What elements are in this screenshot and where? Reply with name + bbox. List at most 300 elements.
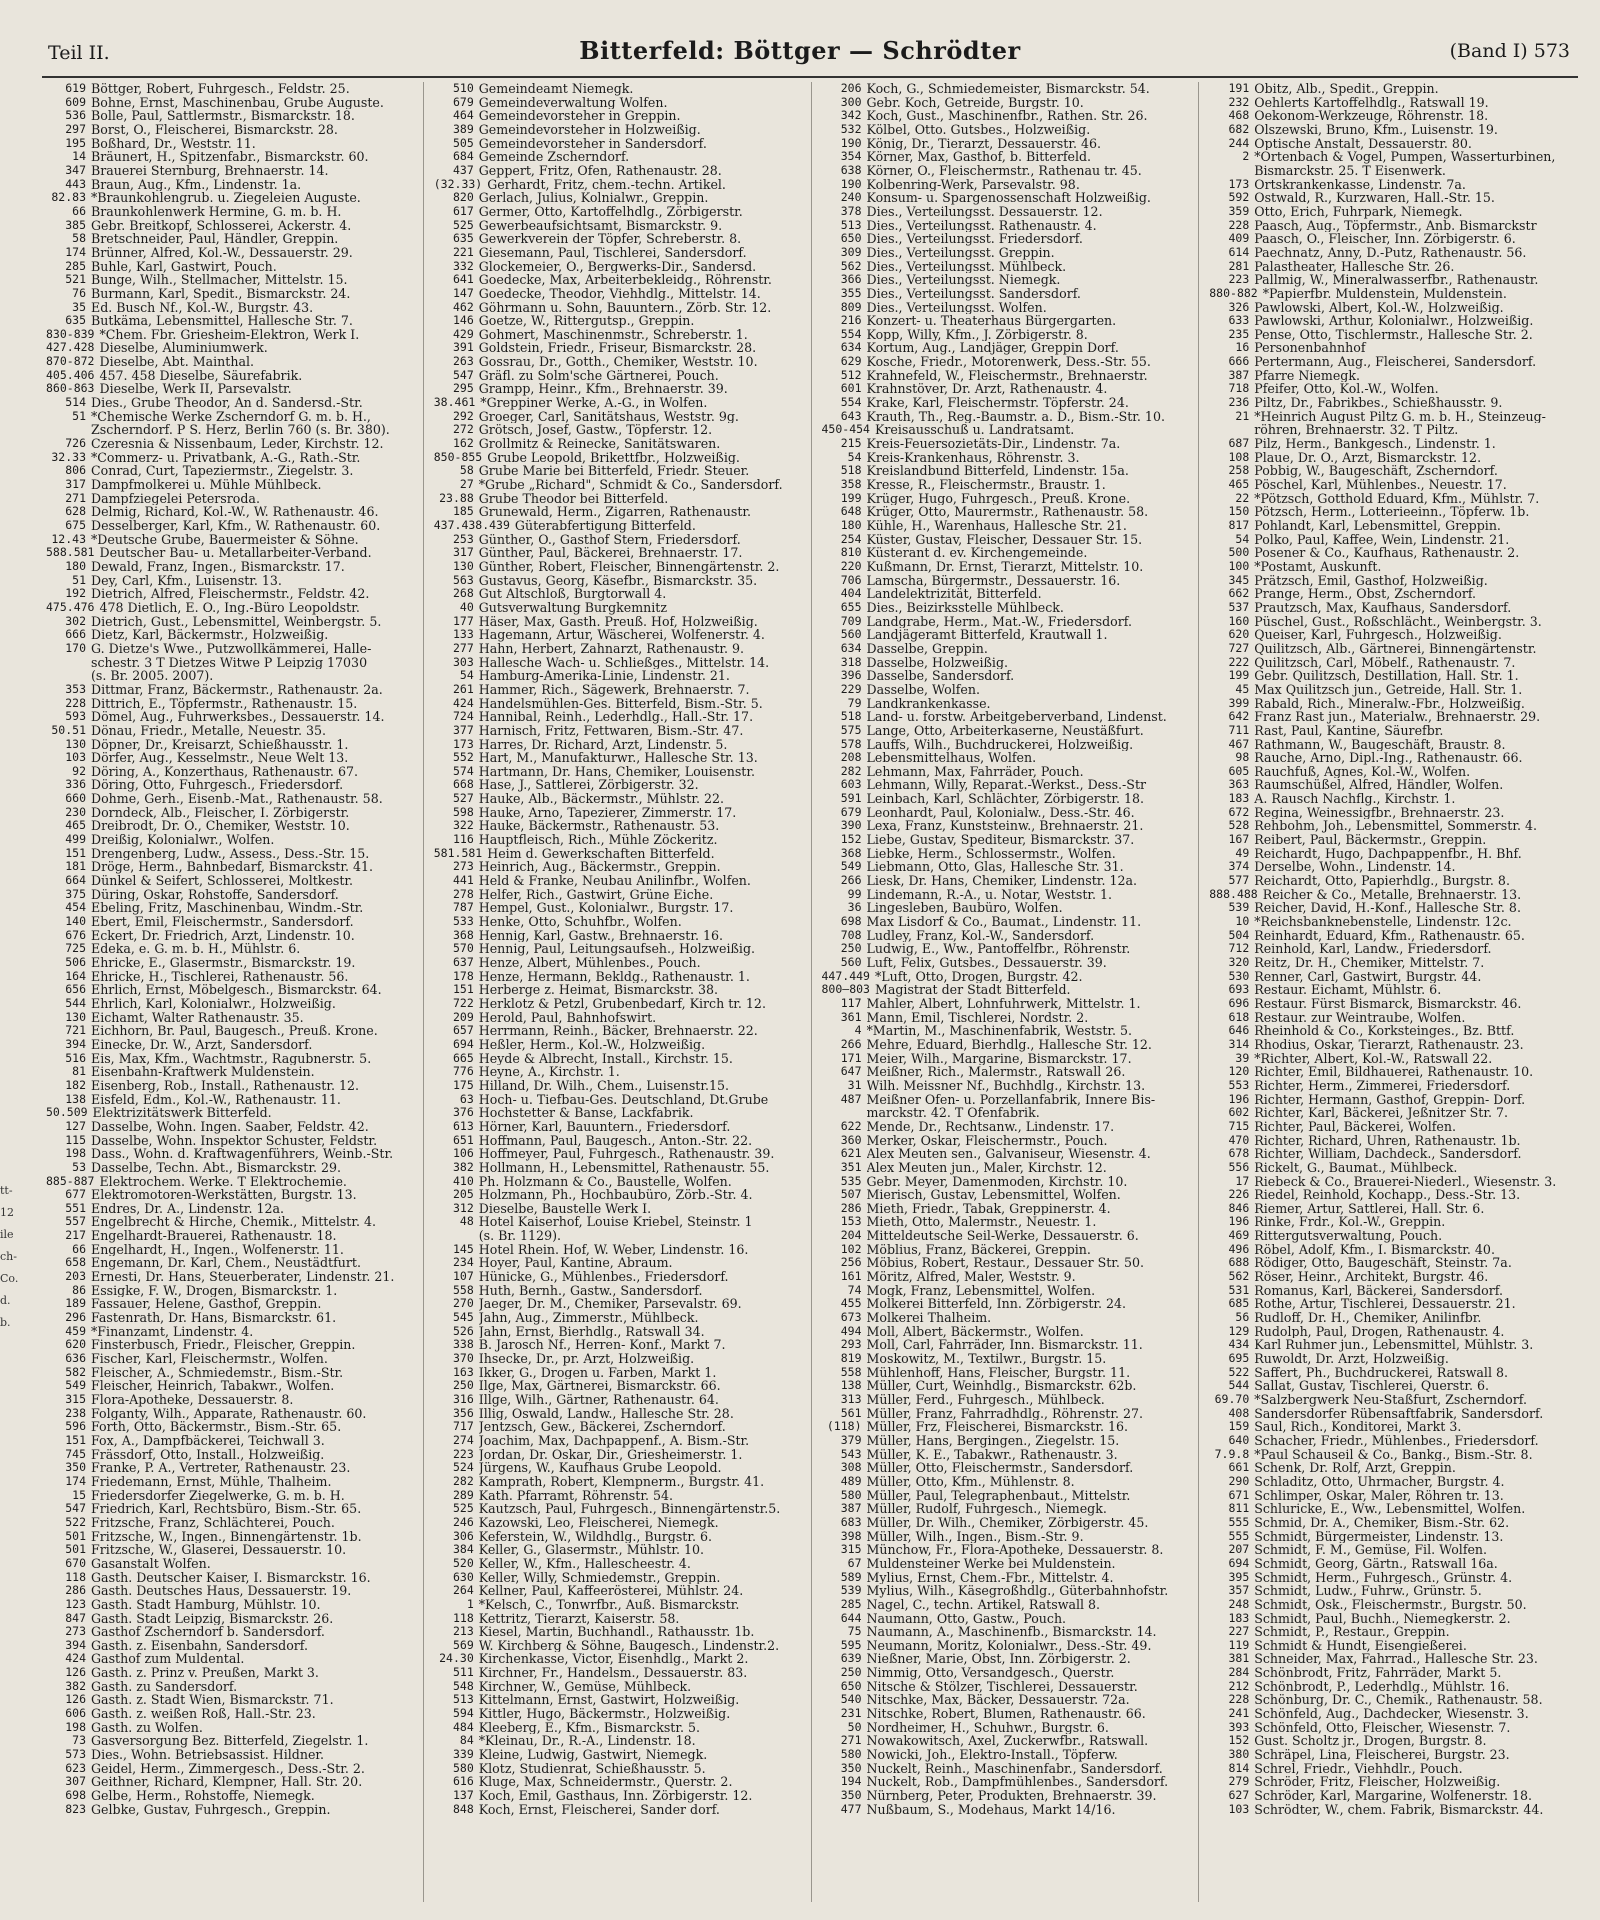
directory-entry (434, 656, 807, 670)
phone-number: 860-863 (46, 382, 95, 396)
phone-number: 173 (1228, 177, 1250, 191)
entry-text: Kautzsch, Paul, Fuhrgesch., Binnengärtenstr.5. (478, 1502, 781, 1516)
entry-text: Rabald, Rich., Mineralw.-Fbr., Holzweißig. (1254, 696, 1525, 711)
phone-number: 614 (1228, 245, 1250, 259)
directory-entry (46, 341, 419, 355)
directory-entry (1209, 1734, 1582, 1748)
directory-entry (822, 1052, 1195, 1066)
phone-number: 646 (1228, 1024, 1250, 1038)
entry-text: Eichhorn, Br. Paul, Baugesch., Preuß. Krone. (91, 1024, 378, 1038)
entry-text: Engelbrecht & Hirche, Chemik., Mittelstr. 4. (91, 1215, 376, 1230)
phone-number: 800—803 (821, 983, 870, 997)
phone-number: 621 (840, 1147, 862, 1161)
entry-text: Naumann, A., Maschinenfb., Bismarckstr. 14. (866, 1625, 1157, 1639)
directory-entry (822, 341, 1195, 355)
entry-text: Molkerei Thalheim. (866, 1311, 992, 1325)
phone-number: 588.581 (46, 546, 95, 560)
phone-number: 390 (840, 819, 862, 833)
phone-number: 76 (72, 286, 86, 300)
directory-entry (1209, 587, 1582, 601)
entry-text: Lingesleben, Baubüro, Wolfen. (866, 901, 1063, 916)
directory-entry (46, 751, 419, 765)
entry-text: Schröder, Fritz, Fleischer, Holzweißig. (1254, 1775, 1501, 1790)
phone-number: 635 (65, 314, 86, 328)
phone-number: 273 (452, 860, 474, 874)
directory-entry (434, 1502, 807, 1516)
phone-number: 171 (840, 1051, 862, 1065)
entry-text: Lexa, Franz, Kunststeinw., Brehnaerstr. 21. (866, 819, 1144, 834)
directory-entry (822, 464, 1195, 478)
directory-entry (434, 273, 807, 287)
entry-text: Reichardt, Hugo, Dachpappenfbr., H. Bhf. (1254, 846, 1522, 861)
phone-number: 285 (840, 1597, 862, 1611)
phone-number: 880-882 (1209, 286, 1258, 300)
phone-number: 638 (840, 163, 862, 177)
phone-number: 99 (847, 887, 862, 901)
directory-entry (434, 1775, 807, 1789)
directory-entry (1209, 314, 1582, 328)
directory-entry (46, 1612, 419, 1626)
phone-number: 657 (452, 1024, 474, 1038)
entry-text: Reicher & Co., Metalle, Brehnaerstr. 13. (1262, 887, 1522, 902)
entry-text: Richter, Hermann, Gasthof, Greppin- Dorf. (1254, 1092, 1526, 1107)
phone-number: 297 (65, 122, 86, 136)
directory-entry (822, 1120, 1195, 1134)
entry-text: Dröge, Herm., Bahnbedarf, Bismarckstr. 41. (91, 860, 374, 875)
phone-number: 167 (1228, 833, 1250, 847)
directory-entry (822, 901, 1195, 915)
entry-text: Hauke, Arno, Tapezierer, Zimmerstr. 17. (478, 805, 737, 820)
phone-number: 317 (452, 546, 474, 560)
entry-text: Mogk, Franz, Lebensmittel, Wolfen. (866, 1283, 1096, 1298)
directory-entry (1209, 1325, 1582, 1339)
phone-number: 682 (1228, 122, 1250, 136)
phone-number: 848 (452, 1802, 474, 1816)
directory-entry (434, 205, 807, 219)
directory-entry (822, 915, 1195, 929)
entry-text: Dampfziegelei Petersroda. (91, 491, 260, 506)
phone-number: 427.428 (46, 341, 95, 355)
phone-number: 380 (1228, 1748, 1250, 1762)
phone-number: 312 (452, 1201, 474, 1215)
directory-entry (822, 1175, 1195, 1189)
phone-number: 227 (1228, 1625, 1250, 1639)
entry-text: Döring, Otto, Fuhrgesch., Friedersdorf. (91, 778, 344, 793)
directory-entry (46, 1038, 419, 1052)
entry-text: Borst, O., Fleischerei, Bismarckstr. 28. (91, 122, 338, 137)
directory-entry (1209, 464, 1582, 478)
entry-text: Mahler, Albert, Lohnfuhrwerk, Mittelstr. 1. (866, 996, 1141, 1011)
entry-text: Hörner, Karl, Bauuntern., Friedersdorf. (478, 1119, 731, 1134)
directory-entry (434, 1188, 807, 1202)
phone-number: 648 (840, 505, 862, 519)
phone-number: 450-454 (821, 423, 870, 437)
entry-text: Kosche, Friedr., Motorenwerk, Dess.-Str. 55. (866, 355, 1151, 369)
directory-entry (46, 1393, 419, 1407)
phone-number: 277 (452, 641, 474, 655)
directory-entry (1209, 697, 1582, 711)
entry-text: schestr. 3 T Dietzes Witwe P Leipzig 17030 (91, 655, 368, 670)
directory-entry (822, 232, 1195, 246)
entry-text: marckstr. 42. T Ofenfabrik. (866, 1106, 1040, 1120)
phone-number: 511 (452, 1666, 474, 1680)
directory-entry (46, 1065, 419, 1079)
entry-text: Eichamt, Walter Rathenaustr. 35. (91, 1010, 304, 1025)
directory-entry (822, 1693, 1195, 1707)
directory-entry (46, 505, 419, 519)
entry-text: Heim d. Gewerkschaften Bitterfeld. (487, 846, 715, 861)
directory-entry (1209, 1052, 1582, 1066)
entry-text: Schröder, Karl, Margarine, Wolfenerstr. 18. (1254, 1789, 1532, 1803)
entry-text: Harnisch, Fritz, Fettwaren, Bism.-Str. 47. (478, 723, 744, 738)
entry-text: *Heinrich August Piltz G. m. b. H., Steinzeug- (1254, 409, 1546, 424)
phone-number: 424 (452, 696, 474, 710)
directory-entry (822, 191, 1195, 205)
phone-number: 376 (452, 1106, 474, 1120)
directory-entry (434, 1543, 807, 1557)
directory-entry (46, 1120, 419, 1134)
directory-entry (1209, 819, 1582, 833)
entry-text: Jahn, Aug., Zimmerstr., Mühlbeck. (478, 1311, 699, 1325)
phone-number: 810 (840, 546, 862, 560)
entry-text: Piltz, Dr., Fabrikbes., Schießhausstr. 9. (1254, 396, 1503, 410)
phone-number: 555 (1228, 1515, 1250, 1529)
directory-entry (434, 287, 807, 301)
directory-entry (1209, 1175, 1582, 1189)
phone-number: 551 (65, 1201, 86, 1215)
entry-text: Pilz, Herm., Bankgesch., Lindenstr. 1. (1254, 437, 1496, 451)
phone-number: 22 (1235, 491, 1250, 505)
directory-entry (822, 1475, 1195, 1489)
entry-text: Müller, Otto, Kfm., Mühlenstr. 8. (866, 1474, 1075, 1489)
phone-number: 195 (65, 136, 86, 150)
directory-entry (822, 874, 1195, 888)
directory-entry (822, 656, 1195, 670)
directory-entry (434, 1256, 807, 1270)
directory-entry (434, 956, 807, 970)
phone-number: 177 (452, 614, 474, 628)
entry-text: Müller, Paul, Telegraphenbaut., Mittelstr. (866, 1488, 1131, 1503)
entry-text: Dieselbe, Baustelle Werk I. (478, 1201, 652, 1216)
phone-number: 73 (72, 1734, 86, 1748)
phone-number: 21 (1235, 409, 1250, 423)
entry-text: Müller, Hans, Bergingen., Ziegelstr. 15. (866, 1433, 1120, 1448)
directory-entry (46, 642, 419, 656)
directory-entry (1209, 1666, 1582, 1680)
directory-entry (46, 819, 419, 833)
phone-number: 504 (1228, 928, 1250, 942)
phone-number: 660 (65, 792, 86, 806)
entry-text: Dewald, Franz, Ingen., Bismarckstr. 17. (91, 559, 345, 574)
entry-text: Pawlowski, Arthur, Kolonialwr., Holzweißig. (1254, 314, 1534, 328)
directory-entry (46, 656, 419, 670)
phone-number: 507 (840, 1188, 862, 1202)
entry-text: Mende, Dr., Rechtsanw., Lindenstr. 17. (866, 1119, 1115, 1134)
phone-number: 316 (452, 1393, 474, 1406)
directory-entry (434, 451, 807, 465)
directory-entry (46, 82, 419, 96)
directory-entry (46, 1516, 419, 1530)
phone-number: 130 (65, 1010, 86, 1024)
directory-entry (434, 396, 807, 410)
entry-text: Ludwig, E., Ww., Pantoffelfbr., Röhrenstr. (866, 942, 1131, 956)
directory-entry (822, 355, 1195, 369)
entry-text: Kittelmann, Ernst, Gastwirt, Holzweißig. (478, 1693, 740, 1708)
entry-text: Nießner, Marie, Obst, Inn. Zörbigerstr. 2. (866, 1652, 1131, 1667)
phone-number: 650 (840, 232, 862, 246)
entry-text: Romanus, Karl, Bäckerei, Sandersdorf. (1254, 1283, 1503, 1298)
phone-number: 581.581 (433, 846, 483, 860)
phone-number: 673 (840, 1311, 862, 1325)
directory-entry (46, 929, 419, 943)
directory-entry (1209, 219, 1582, 233)
phone-number (46, 669, 91, 683)
phone-number: 161 (840, 1270, 862, 1284)
directory-entry (46, 888, 419, 902)
directory-entry (1209, 615, 1582, 629)
phone-number: 617 (452, 204, 474, 218)
directory-entry (822, 642, 1195, 656)
entry-text: Otto, Erich, Fuhrpark, Niemegk. (1254, 204, 1463, 219)
phone-number: 505 (452, 136, 474, 150)
phone-number: 467 (1228, 737, 1250, 751)
directory-entry (1209, 1079, 1582, 1093)
directory-entry (822, 560, 1195, 574)
phone-number: 518 (840, 464, 862, 478)
directory-entry (46, 1256, 419, 1270)
directory-entry (434, 246, 807, 260)
phone-number: 191 (1228, 82, 1250, 95)
margin-mark: b. (0, 1316, 11, 1329)
directory-entry (434, 123, 807, 137)
directory-entry (434, 1748, 807, 1762)
phone-number: 234 (452, 1256, 474, 1270)
entry-text: röhren, Brehnaerstr. 32. T Piltz. (1254, 423, 1459, 438)
entry-text: Reibert, Paul, Bäckermstr., Greppin. (1254, 833, 1487, 847)
directory-entry (1209, 1789, 1582, 1803)
phone-number: 118 (452, 1611, 474, 1625)
phone-number: 630 (452, 1570, 474, 1584)
margin-mark: tt- (0, 1184, 13, 1197)
entry-text: Gust. Scholtz jr., Drogen, Burgstr. 8. (1254, 1734, 1487, 1749)
directory-entry (822, 1366, 1195, 1380)
phone-number: 666 (1228, 355, 1250, 369)
entry-text: Münchow, Fr., Flora-Apotheke, Dessauerstr. 8. (866, 1543, 1164, 1557)
entry-text: Franke, P. A., Vertreter, Rathenaustr. 23. (91, 1461, 351, 1475)
directory-entry (1209, 109, 1582, 123)
phone-number: 308 (840, 1461, 862, 1475)
phone-number: 302 (65, 614, 86, 628)
entry-text: Dies., Verteilungsst. Niemegk. (866, 273, 1061, 287)
entry-text: Schönburg, Dr. C., Chemik., Rathenaustr. 58. (1254, 1693, 1543, 1708)
directory-entry (46, 847, 419, 861)
entry-text: Illig, Oswald, Landw., Hallesche Str. 28. (478, 1406, 734, 1421)
entry-text: Obitz, Alb., Spedit., Greppin. (1254, 82, 1439, 96)
directory-entry (1209, 1270, 1582, 1284)
entry-text: Gebr. Quilitzsch, Destillation, Hall. Str. 1. (1254, 669, 1519, 683)
entry-text: Rhodius, Oskar, Tierarzt, Rathenaustr. 23. (1254, 1037, 1524, 1052)
margin-mark: Co. (0, 1272, 19, 1285)
phone-number: 540 (840, 1693, 862, 1707)
directory-entry (434, 642, 807, 656)
directory-entry (822, 1707, 1195, 1721)
directory-entry (1209, 656, 1582, 670)
phone-number: 434 (1228, 1338, 1250, 1352)
directory-entry (434, 260, 807, 274)
entry-text: Gemeindevorsteher in Holzweißig. (478, 122, 701, 137)
entry-text: Luft, Felix, Gutsbes., Dessauerstr. 39. (866, 956, 1107, 970)
directory-entry (434, 615, 807, 629)
directory-entry (822, 478, 1195, 492)
entry-text: Ortskrankenkasse, Lindenstr. 7a. (1254, 177, 1466, 192)
entry-text: Nußbaum, S., Modehaus, Markt 14/16. (866, 1802, 1116, 1817)
entry-text: Kreislandbund Bitterfeld, Lindenstr. 15a. (866, 464, 1129, 479)
directory-entry (822, 615, 1195, 629)
entry-text: *Greppiner Werke, A.-G., in Wolfen. (480, 396, 708, 410)
phone-number: 79 (847, 696, 862, 710)
directory-entry (1209, 1652, 1582, 1666)
directory-entry (46, 1666, 419, 1680)
phone-number: 271 (65, 491, 86, 505)
phone-number: 51 (72, 573, 86, 587)
directory-entry (1209, 874, 1582, 888)
directory-entry (46, 1530, 419, 1544)
directory-entry (1209, 369, 1582, 383)
entry-text: Harres, Dr. Richard, Arzt, Lindenstr. 5. (478, 737, 728, 752)
phone-number: 708 (840, 928, 862, 942)
entry-text: Gelbe, Herm., Rohstoffe, Niemegk. (91, 1789, 315, 1803)
directory-entry (822, 1065, 1195, 1079)
directory-entry (822, 382, 1195, 396)
directory-columns (46, 82, 1586, 1902)
phone-number: 160 (1228, 614, 1250, 628)
phone-number: 266 (840, 1037, 862, 1051)
directory-entry (1209, 123, 1582, 137)
phone-number: 533 (452, 915, 474, 929)
phone-number: 389 (452, 122, 474, 136)
entry-text: Handelsmühlen-Ges. Bitterfeld, Bism.-Str. 5. (478, 696, 763, 711)
directory-entry (1209, 519, 1582, 533)
directory-entry (1209, 423, 1582, 437)
phone-number: 582 (65, 1365, 86, 1379)
directory-entry (46, 738, 419, 752)
entry-text: Karl Ruhmer jun., Lebensmittel, Mühlstr. 3. (1254, 1338, 1534, 1353)
entry-text: Braun, Aug., Kfm., Lindenstr. 1a. (91, 177, 302, 192)
directory-entry (46, 410, 419, 424)
entry-text: Dasselbe, Sandersdorf. (866, 669, 1015, 683)
phone-number: 315 (840, 1543, 862, 1557)
phone-number: 575 (840, 723, 862, 737)
entry-text: Friedemann, Ernst, Mühle, Thalheim. (91, 1474, 332, 1489)
phone-number: 213 (452, 1625, 474, 1639)
phone-number: 817 (1228, 519, 1250, 532)
directory-entry (434, 1024, 807, 1038)
phone-number: 284 (1228, 1666, 1250, 1680)
directory-column-4 (1209, 82, 1586, 1902)
entry-text: Dohme, Gerh., Eisenb.-Mat., Rathenaustr. 58. (91, 792, 383, 806)
entry-text: (s. Br. 2005. 2007). (91, 669, 214, 683)
directory-entry (822, 109, 1195, 123)
phone-number: 183 (1228, 792, 1250, 806)
phone-number: 366 (840, 273, 862, 287)
phone-number: 382 (452, 1160, 474, 1174)
entry-text: Nagel, C., techn. Artikel, Ratswall 8. (866, 1597, 1101, 1612)
directory-entry (822, 1024, 1195, 1038)
directory-entry (46, 874, 419, 888)
phone-number: 870-872 (46, 355, 95, 369)
phone-number: 675 (65, 519, 86, 532)
directory-entry (1209, 1639, 1582, 1653)
directory-entry (1209, 82, 1582, 96)
entry-text: Kreis-Krankenhaus, Röhrenstr. 3. (866, 450, 1080, 465)
phone-number: 629 (840, 355, 862, 369)
directory-entry (1209, 1721, 1582, 1735)
directory-entry (822, 123, 1195, 137)
phone-number: 49 (1235, 846, 1250, 860)
directory-entry (434, 464, 807, 478)
entry-text: Edeka, e. G. m. b. H., Mühlstr. 6. (91, 942, 301, 956)
entry-text: Rickelt, G., Baumat., Mühlbeck. (1254, 1160, 1458, 1175)
entry-text: Ludley, Franz, Kol.-W., Sandersdorf. (866, 928, 1095, 943)
entry-text: W. Kirchberg & Söhne, Baugesch., Lindenstr.2. (478, 1638, 780, 1653)
entry-text: Herberge z. Heimat, Bismarckstr. 38. (478, 983, 718, 997)
directory-entry (434, 219, 807, 233)
entry-text: Quilitzsch, Alb., Gärtnerei, Binnengärtenstr. (1254, 641, 1537, 656)
directory-entry (822, 1079, 1195, 1093)
directory-entry (1209, 669, 1582, 683)
entry-text: Paasch, O., Fleischer, Inn. Zörbigerstr. 6. (1254, 232, 1516, 246)
entry-text: Schönbrodt, Fritz, Fahrräder, Markt 5. (1254, 1666, 1502, 1680)
entry-text: Gewerkverein der Töpfer, Schreberstr. 8. (478, 232, 742, 246)
directory-entry (822, 1680, 1195, 1694)
phone-number: 204 (840, 1229, 862, 1243)
phone-number: 484 (452, 1720, 474, 1734)
entry-text: Rödiger, Otto, Baugeschäft, Steinstr. 7a. (1254, 1256, 1512, 1271)
directory-entry (46, 601, 419, 615)
entry-text: Pöschel, Karl, Mühlenbes., Neuestr. 17. (1254, 478, 1507, 492)
entry-text: Ehrlich, Karl, Kolonialwr., Holzweißig. (91, 996, 336, 1011)
phone-number: 248 (1228, 1597, 1250, 1611)
directory-entry (434, 191, 807, 205)
directory-entry (822, 819, 1195, 833)
phone-number: 300 (840, 95, 862, 109)
entry-text: Müller, Ferd., Fuhrgesch., Mühlbeck. (866, 1393, 1105, 1407)
phone-number: 850-855 (433, 450, 483, 464)
directory-entry (822, 1612, 1195, 1626)
directory-entry (822, 505, 1195, 519)
phone-number: 569 (452, 1638, 474, 1652)
directory-entry (46, 478, 419, 492)
directory-entry (1209, 724, 1582, 738)
directory-entry (46, 1639, 419, 1653)
directory-entry (822, 492, 1195, 506)
entry-text: Polko, Paul, Kaffee, Wein, Lindenstr. 21. (1254, 532, 1510, 547)
phone-number: 525 (452, 1502, 474, 1516)
entry-text: Landkrankenkasse. (866, 696, 991, 711)
phone-number: 286 (840, 1201, 862, 1215)
entry-text: Keller, G., Glasermstr., Mühlstr. 10. (478, 1543, 705, 1557)
phone-number: 603 (840, 778, 862, 792)
phone-number: 377 (452, 723, 474, 737)
directory-entry (822, 710, 1195, 724)
phone-number: 721 (65, 1024, 86, 1038)
phone-number: 360 (840, 1133, 862, 1147)
phone-number: 23.88 (439, 491, 474, 505)
directory-entry (46, 1188, 419, 1202)
directory-entry (1209, 1215, 1582, 1229)
directory-entry (1209, 341, 1582, 355)
directory-entry (46, 205, 419, 219)
